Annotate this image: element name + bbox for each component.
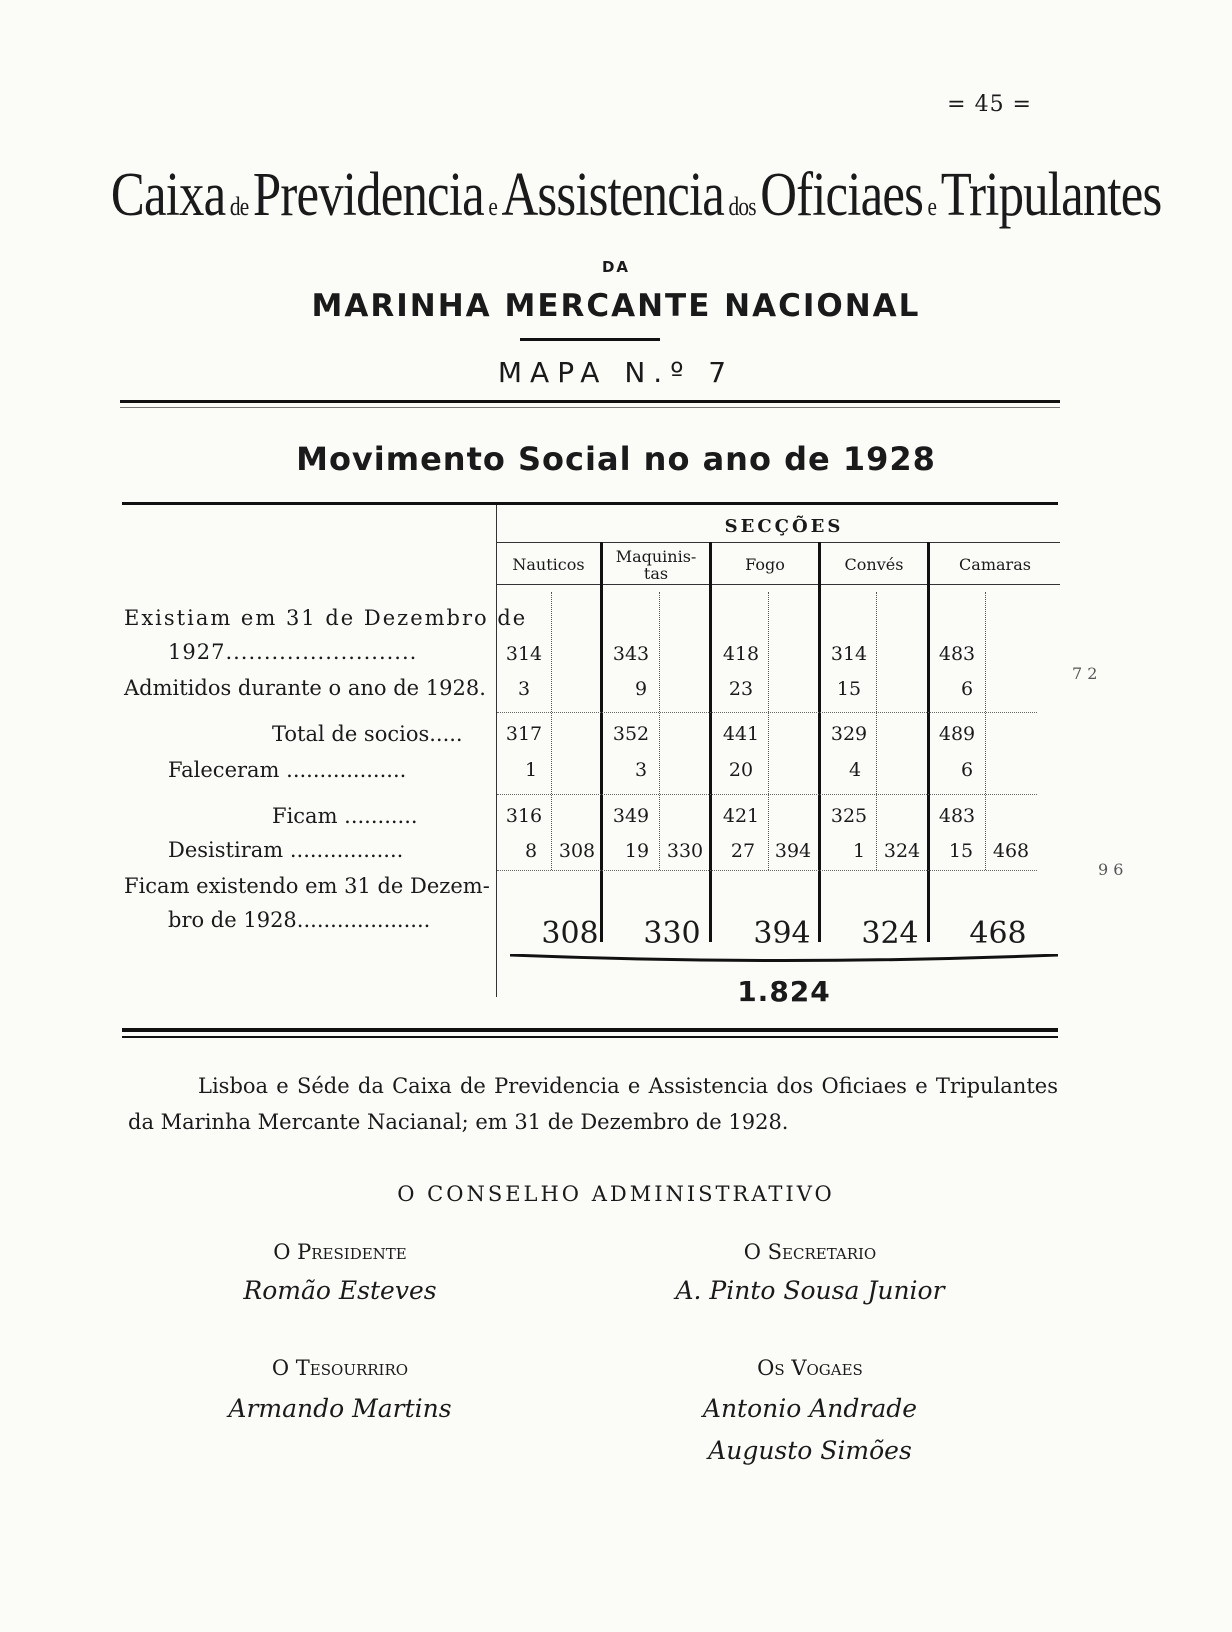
table-bottom-rule <box>122 1036 1058 1038</box>
divider <box>520 338 660 341</box>
title-word: Assistencia <box>501 161 725 229</box>
cell: 394 <box>774 840 812 862</box>
signature-tesoureiro: Armando Martins <box>228 1394 452 1423</box>
column-separator <box>927 542 930 942</box>
column-header-line: Maquinis- <box>615 547 697 566</box>
cell: 15 <box>836 678 862 700</box>
title-da: DA <box>601 258 631 276</box>
final-value: 308 <box>541 916 599 951</box>
table-top-rule <box>122 502 1058 505</box>
margin-note: 7 2 <box>1072 664 1098 683</box>
table-subtitle: Movimento Social no ano de 1928 <box>296 440 936 478</box>
grand-total: 1.824 <box>737 975 831 1008</box>
row-label-desistiram: Desistiram ................. <box>168 838 404 862</box>
cell: 4 <box>848 759 862 781</box>
column-header-line: tas <box>643 564 669 583</box>
title-word: Caixa <box>110 161 226 229</box>
cell: 314 <box>505 643 543 665</box>
row-label-faleceram: Faleceram .................. <box>168 758 407 782</box>
row-separator <box>497 870 1037 871</box>
title-word: Oficiaes <box>760 161 924 229</box>
cell: 349 <box>612 805 650 827</box>
row-label-existiam: Existiam em 31 de Dezembro de <box>124 606 528 630</box>
final-value: 394 <box>753 916 811 951</box>
inner-separator <box>551 592 552 870</box>
signature-presidente: Romão Esteves <box>243 1276 437 1305</box>
cell: 330 <box>666 840 704 862</box>
role-tesoureiro: O Tesourriro <box>271 1356 409 1380</box>
title-word: Previdencia <box>252 161 484 229</box>
column-header-nauticos: Nauticos <box>512 555 585 574</box>
cell: 3 <box>517 678 531 700</box>
table-bottom-rule <box>122 1028 1058 1032</box>
column-separator <box>600 542 603 942</box>
column-header-fogo: Fogo <box>745 555 785 574</box>
cell: 19 <box>624 840 650 862</box>
inner-separator <box>985 592 986 870</box>
cell: 324 <box>883 840 921 862</box>
column-separator <box>818 542 821 942</box>
row-label-total: Total de socios..... <box>272 722 463 746</box>
cell: 421 <box>722 805 760 827</box>
column-header-conves: Convés <box>844 555 904 574</box>
role-presidente: O Presidente <box>273 1240 407 1264</box>
cell: 23 <box>728 678 754 700</box>
row-label-existiam-year: 1927......................... <box>168 640 418 664</box>
role-secretario: O Secretario <box>743 1240 877 1264</box>
column-separator <box>709 542 712 942</box>
final-value: 324 <box>861 916 919 951</box>
map-number: MAPA N.º 7 <box>497 356 735 389</box>
row-separator <box>497 712 1037 713</box>
cell: 317 <box>505 723 543 745</box>
role-vogaes: Os Vogaes <box>757 1356 863 1380</box>
cell: 1 <box>524 759 538 781</box>
cell: 8 <box>524 840 538 862</box>
divider <box>120 407 1060 408</box>
cell: 418 <box>722 643 760 665</box>
cell: 316 <box>505 805 543 827</box>
title-word: de <box>229 192 249 221</box>
final-value: 330 <box>643 916 701 951</box>
inner-separator <box>659 592 660 870</box>
group-header: SECÇÕES <box>724 516 844 537</box>
cell: 6 <box>960 678 974 700</box>
signature-secretario: A. Pinto Sousa Junior <box>675 1276 945 1305</box>
inner-separator <box>768 592 769 870</box>
cell: 343 <box>612 643 650 665</box>
cell: 314 <box>830 643 868 665</box>
title-word: e <box>927 192 937 221</box>
cell: 9 <box>634 678 648 700</box>
cell: 329 <box>830 723 868 745</box>
cell: 468 <box>992 840 1030 862</box>
cell: 352 <box>612 723 650 745</box>
cell: 489 <box>938 723 976 745</box>
table-divider <box>496 505 497 997</box>
final-value: 468 <box>969 916 1027 951</box>
signature-vogal-2: Augusto Simões <box>708 1436 912 1465</box>
row-label-admitidos: Admitidos durante o ano de 1928. <box>124 676 486 700</box>
cell: 308 <box>558 840 596 862</box>
row-label-ficam-existendo: Ficam existendo em 31 de Dezem- <box>124 874 490 898</box>
cell: 483 <box>938 805 976 827</box>
page-number: = 45 = <box>947 92 1032 117</box>
column-header-maquinistas <box>603 548 709 582</box>
signature-vogal-1: Antonio Andrade <box>702 1394 918 1423</box>
row-label-ficam: Ficam ........... <box>272 804 418 828</box>
cell: 441 <box>722 723 760 745</box>
divider <box>120 400 1060 403</box>
header-rule <box>497 584 1060 585</box>
document-title <box>110 160 1162 231</box>
closing-paragraph: Lisboa e Séde da Caixa de Previdencia e Assistencia dos Oficiaes e Tripulantes da Marinha Mercante Nacianal; em 31 de Dezembro de 1928. <box>128 1074 1058 1134</box>
cell: 483 <box>938 643 976 665</box>
header-rule <box>497 542 1060 543</box>
title-word: dos <box>728 192 756 221</box>
cell: 15 <box>948 840 974 862</box>
council-heading: O CONSELHO ADMINISTRATIVO <box>397 1182 835 1206</box>
column-header-camaras: Camaras <box>959 555 1031 574</box>
margin-note: 9 6 <box>1098 860 1124 879</box>
organization-name: MARINHA MERCANTE NACIONAL <box>311 288 921 324</box>
cell: 27 <box>730 840 756 862</box>
row-separator <box>497 794 1037 795</box>
row-label-ficam-existendo-year: bro de 1928.................... <box>168 908 431 932</box>
cell: 3 <box>634 759 648 781</box>
cell: 1 <box>852 840 866 862</box>
title-word: e <box>488 192 497 221</box>
total-brace <box>510 954 1058 964</box>
inner-separator <box>876 592 877 870</box>
cell: 20 <box>728 759 754 781</box>
title-word: Tripulantes <box>940 161 1162 229</box>
cell: 6 <box>960 759 974 781</box>
cell: 325 <box>830 805 868 827</box>
